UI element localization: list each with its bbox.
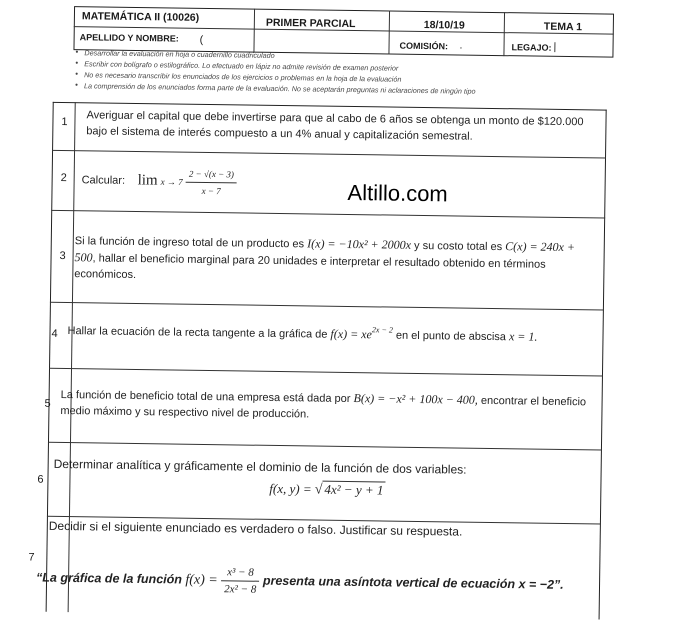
instruction-item: ● No es necesario transcribir los enunciados de los ejercicios o problemas en la hoja de la evaluación <box>75 70 635 87</box>
limit-symbol: lim <box>137 172 158 189</box>
question-number: 5 <box>44 397 51 410</box>
question-4-part-a: Hallar la ecuación de la recta tangente a la gráfica de <box>67 325 328 341</box>
question-3-part-a: Si la función de ingreso total de un producto es <box>74 235 305 251</box>
name-label: APELLIDO Y NOMBRE: <box>79 32 179 44</box>
question-2-limit <box>137 165 237 199</box>
limit-numerator: 2 − √(x − 3) <box>186 166 237 184</box>
instructions-list <box>75 48 636 100</box>
instruction-item: ● La comprensión de los enunciados forma parte de la evaluación. No se aceptarán preguntas ni aclaraciones de ningún tipo <box>75 81 635 98</box>
asymptote-numerator: x³ − 8 <box>221 564 259 582</box>
exam-date: 18/10/19 <box>423 19 465 32</box>
asymptote-denominator: 2x² − 8 <box>224 583 257 596</box>
domain-function <box>269 481 385 500</box>
question-6-text: Determinar analítica y gráficamente el dominio de la función de dos variables: <box>53 456 467 477</box>
question-number: 1 <box>61 115 68 129</box>
question-5-part-b: encontrar el beneficio medio máximo y su respectivo nivel de producción. <box>60 394 587 421</box>
sqrt-symbol: √ <box>314 482 323 498</box>
instruction-item: ● Escribir con bolígrafo o estilográfico. Lo efectuado en lápiz no admite revisión de examen posterior <box>75 59 635 76</box>
question-4-part-b: en el punto de abscisa <box>395 329 507 344</box>
question-1-text: Averiguar el capital que debe invertirse para que al cabo de 6 años se obtenga un monto de $120.000 bajo el sistema de interés compuesto a un 4% anual y capitalización semestral. <box>86 109 584 143</box>
question-number: 4 <box>51 327 58 340</box>
question-number: 6 <box>37 473 44 486</box>
file-value: | <box>553 40 557 53</box>
course-title: MATEMÁTICA II (10026) <box>81 10 200 24</box>
tangent-exponent: 2x − 2 <box>371 325 393 335</box>
cost-function: C(x) = 240x + 500 <box>74 239 576 265</box>
tangent-function: f(x) = xe <box>330 326 372 342</box>
file-label: LEGAJO: <box>511 42 552 53</box>
question-3-part-b: y su costo total es <box>413 239 503 254</box>
question-2-label: Calcular: <box>81 174 126 187</box>
domain-function-lhs: f(x, y) = <box>269 480 312 497</box>
asymptote-function: f(x) = <box>185 572 218 588</box>
abscissa-value: x = 1. <box>508 329 538 344</box>
instruction-item: ● Desarrollar la evaluación en hoja o cuadernillo cuadriculado <box>75 48 635 65</box>
question-number: 7 <box>28 551 35 564</box>
exam-topic: TEMA 1 <box>543 20 583 34</box>
exam-type: PRIMER PARCIAL <box>265 16 356 31</box>
profit-function: B(x) = −x² + 100x − 400, <box>353 391 478 407</box>
name-value: ( <box>199 33 204 46</box>
question-3-text <box>74 232 599 289</box>
commission-value: . <box>459 39 463 52</box>
question-5-part-a: La función de beneficio total de una empresa está dada por <box>60 388 351 406</box>
domain-radicand: 4x² − y + 1 <box>322 481 385 498</box>
income-function: I(x) = −10x² + 2000x <box>307 236 412 252</box>
limit-fraction <box>186 166 238 200</box>
asymptote-fraction <box>221 564 260 598</box>
watermark-text: Altillo.com <box>347 179 448 207</box>
question-number: 3 <box>59 249 66 263</box>
question-7-text: Decidir si el siguiente enunciado es verdadero o falso. Justificar su respuesta. <box>48 518 463 539</box>
limit-subscript: x → 7 <box>160 176 183 188</box>
questions-grid <box>46 102 607 620</box>
question-7-quote-b: presenta una asíntota vertical de ecuación x = −2”. <box>262 573 564 592</box>
question-3-part-c: , hallar el beneficio marginal para 20 unidades e interpretar el resultado obtenido en términos económicos. <box>74 252 546 282</box>
question-7-quote-a: “La gráfica de la función <box>35 570 183 587</box>
commission-label: COMISIÓN: <box>399 40 449 52</box>
question-number: 2 <box>60 171 67 185</box>
limit-denominator: x − 7 <box>201 185 221 197</box>
